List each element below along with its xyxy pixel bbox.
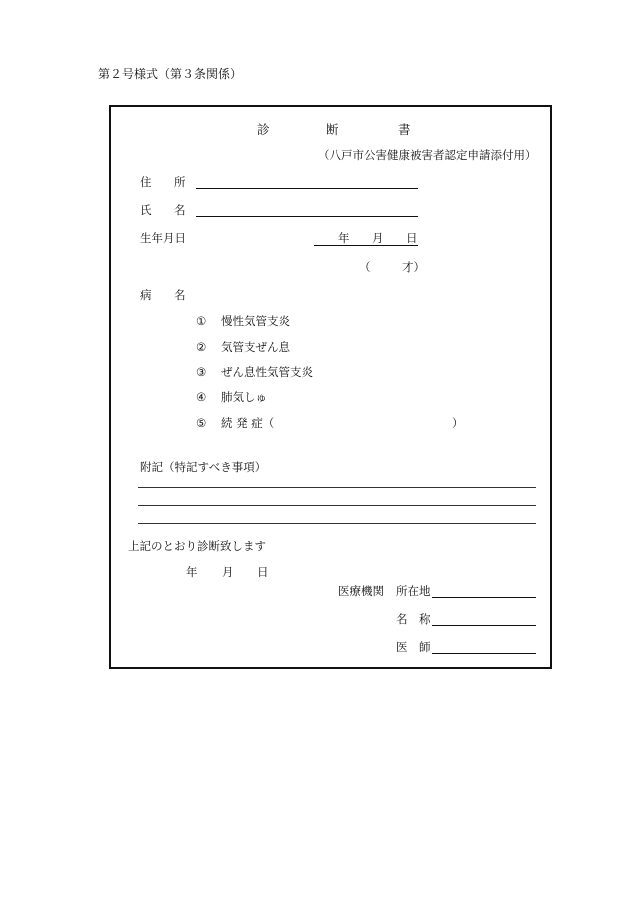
address-line[interactable] (196, 188, 418, 189)
facility-name-line[interactable] (432, 625, 536, 626)
disease-item-number: ④ (196, 390, 207, 404)
birth-year-label: 年 (338, 231, 350, 245)
address-label-1: 住 (140, 175, 152, 189)
disease-item-text: 慢性気管支炎 (221, 314, 290, 328)
disease-item-text: 気管支ぜん息 (221, 340, 290, 354)
subtitle: （八戸市公害健康被害者認定申請添付用） (318, 148, 537, 162)
name-label-1: 氏 (140, 203, 152, 217)
remarks-line-1[interactable] (138, 487, 536, 488)
remarks-line-3[interactable] (138, 523, 536, 524)
secondary-disease-close-paren: ） (452, 416, 464, 430)
disease-item-text: 肺気しゅ (221, 390, 267, 404)
birth-date-line[interactable] (314, 245, 418, 246)
disease-item-2[interactable] (196, 342, 290, 354)
age-close: 才） (402, 260, 425, 274)
disease-label-1: 病 (140, 288, 152, 302)
declaration-text: 上記のとおり診断致します (128, 539, 266, 553)
issue-month-label: 月 (222, 565, 234, 579)
disease-item-number: ③ (196, 365, 207, 379)
disease-item-4[interactable] (196, 392, 267, 404)
doctor-label-1: 医 (396, 640, 408, 654)
remarks-label: 附記（特記すべき事項） (140, 460, 267, 474)
location-label: 所在地 (396, 584, 431, 598)
doctor-line[interactable] (432, 653, 536, 654)
form-number: 第２号様式（第３条関係） (98, 67, 243, 81)
institution-label: 医療機関 (338, 584, 384, 598)
certificate-frame (109, 105, 552, 669)
title-char-1: 診 (257, 122, 270, 137)
remarks-line-2[interactable] (138, 505, 536, 506)
disease-item-3[interactable] (196, 367, 313, 379)
disease-item-number: ② (196, 340, 207, 354)
title-char-3: 書 (398, 122, 411, 137)
disease-item-1[interactable] (196, 316, 290, 328)
disease-label-2: 名 (174, 288, 186, 302)
disease-item-text: 続 発 症（ (221, 416, 275, 430)
issue-year-label: 年 (186, 565, 198, 579)
age-open-paren: （ (359, 260, 371, 274)
title-char-2: 断 (326, 122, 339, 137)
disease-item-number: ① (196, 314, 207, 328)
disease-item-number: ⑤ (196, 416, 207, 430)
disease-item-5[interactable] (196, 418, 274, 430)
name-label-2: 名 (174, 203, 186, 217)
facility-name-label-1: 名 (396, 612, 408, 626)
facility-name-label-2: 称 (419, 612, 431, 626)
address-label-2: 所 (174, 175, 186, 189)
birth-day-label: 日 (406, 231, 418, 245)
disease-item-text: ぜん息性気管支炎 (221, 365, 313, 379)
location-line[interactable] (432, 597, 536, 598)
issue-day-label: 日 (257, 565, 269, 579)
name-line[interactable] (196, 216, 418, 217)
doctor-label-2: 師 (419, 640, 431, 654)
birth-month-label: 月 (372, 231, 384, 245)
birth-date-label: 生年月日 (140, 231, 186, 245)
